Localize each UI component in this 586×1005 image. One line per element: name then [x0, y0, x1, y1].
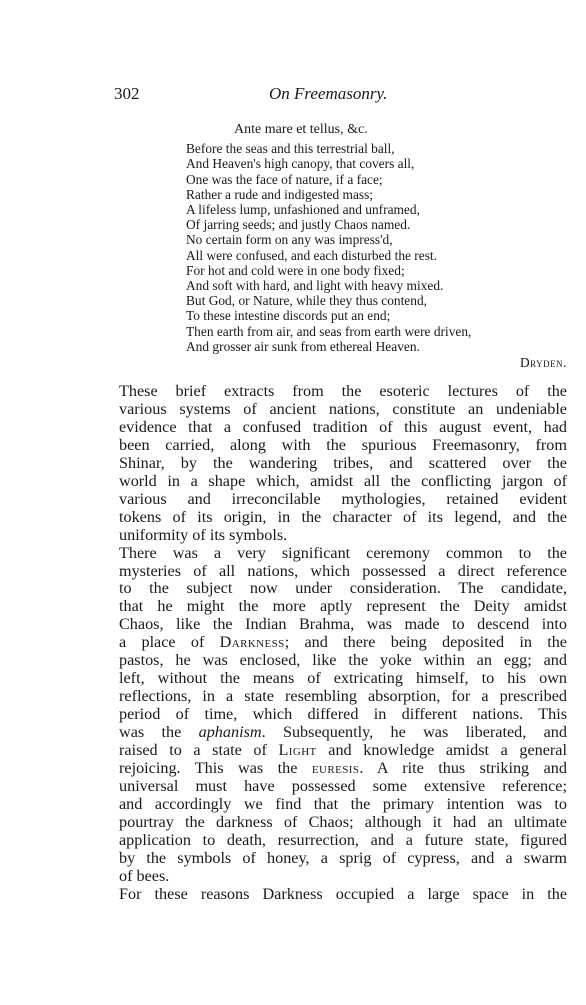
text-line: evidence that a confused tradition of this august event, had: [119, 417, 567, 436]
paragraph-1: [102, 383, 567, 545]
text-line: that he might the more aptly represent the Deity amidst: [119, 597, 567, 616]
text-run: . A rite thus striking and: [359, 759, 567, 778]
text-line: uniformity of its symbols.: [119, 525, 288, 544]
poem-line: And soft with hard, and light with heavy mixed.: [186, 278, 444, 294]
text-line: These brief extracts from the esoteric lectures of the: [119, 382, 567, 400]
small-caps-term: euresis: [311, 759, 360, 778]
poem-line: Then earth from air, and seas from earth were driven,: [186, 323, 472, 339]
text-line: pourtray the darkness of Chaos; although it had an ultimate: [119, 812, 567, 831]
text-line: pastos, he was enclosed, like the yoke within an egg; and: [119, 651, 567, 670]
poem-line: Of jarring seeds; and justly Chaos named.: [186, 217, 411, 233]
poem-lines: [186, 141, 576, 354]
poem-line: And grosser air sunk from ethereal Heaven.: [186, 338, 420, 354]
text-line: been carried, along with the spurious Freemasonry, from: [119, 435, 567, 454]
small-caps-term: Light: [278, 741, 317, 760]
poem-line: And Heaven's high canopy, that covers all,: [186, 156, 415, 172]
text-line: There was a very significant ceremony common to the: [119, 543, 567, 562]
text-line: period of time, which differed in different nations. This: [119, 705, 567, 724]
text-line: and accordingly we find that the primary intention was to: [119, 794, 567, 813]
text-line: application to death, resurrection, and a future state, figured: [119, 830, 567, 849]
text-run: a place of: [119, 633, 220, 652]
poem-line: A lifeless lump, unfashioned and unframed,: [186, 202, 420, 218]
text-run: raised to a state of: [119, 741, 279, 760]
text-line: [102, 742, 567, 760]
text-line: mysteries of all nations, which possessed a direct reference: [119, 561, 567, 580]
text-run: and knowledge amidst a general: [316, 741, 567, 760]
page-header: [114, 84, 534, 106]
body-text: [102, 383, 567, 904]
text-line: universal must have possessed some extensive reference;: [119, 776, 567, 795]
text-line: to the subject now under consideration. The candidate,: [119, 579, 567, 598]
text-line: tokens of its origin, in the character of its legend, and the: [119, 507, 567, 526]
text-line: reflections, in a state resembling absorption, for a prescribed: [119, 687, 567, 706]
text-line: of bees.: [119, 866, 170, 885]
text-line: Shinar, by the wandering tribes, and scattered over the: [119, 453, 567, 472]
poem-line: Before the seas and this terrestrial ball,: [186, 141, 395, 157]
poem-line: To these intestine discords put an end;: [186, 308, 391, 324]
paragraph-2: [102, 545, 567, 886]
text-line: [102, 724, 567, 742]
text-run: ; and there being deposited in the: [284, 633, 567, 652]
text-run: . Subsequently, he was liberated, and: [261, 723, 567, 742]
text-line: various and irreconcilable mythologies, retained evident: [119, 489, 567, 508]
poem-line: All were confused, and each disturbed the rest.: [186, 247, 437, 263]
poem-line: For hot and cold were in one body fixed;: [186, 262, 405, 278]
text-line: by the symbols of honey, a sprig of cypress, and a swarm: [119, 848, 567, 867]
text-line: left, without the means of extricating himself, to his own: [119, 669, 567, 688]
italic-term: aphanism: [198, 723, 262, 742]
text-line: [102, 760, 567, 778]
text-run: was the: [119, 723, 199, 742]
text-line: [102, 634, 567, 652]
poem-line: No certain form on any was impress'd,: [186, 232, 393, 248]
poem-line: But God, or Nature, while they thus contend,: [186, 293, 427, 309]
page-number: 302: [114, 84, 140, 103]
poem-heading: Ante mare et tellus, &c.: [234, 122, 368, 137]
text-line: world in a shape which, amidst all the conflicting jargon of: [119, 471, 567, 490]
small-caps-term: Darkness: [219, 633, 285, 652]
text-line: various systems of ancient nations, constitute an undeniable: [119, 399, 567, 418]
text-run: rejoicing. This was the: [119, 759, 312, 778]
poem-block: [186, 122, 576, 370]
running-title: On Freemasonry.: [269, 84, 388, 103]
text-line: Chaos, like the Indian Brahma, was made to descend into: [119, 615, 567, 634]
paragraph-3: [102, 886, 567, 904]
text-line: For these reasons Darkness occupied a large space in the: [119, 884, 567, 903]
poem-line: One was the face of nature, if a face;: [186, 171, 383, 187]
poem-attribution: Dryden.: [519, 355, 567, 371]
poem-line: Rather a rude and indigested mass;: [186, 186, 374, 202]
